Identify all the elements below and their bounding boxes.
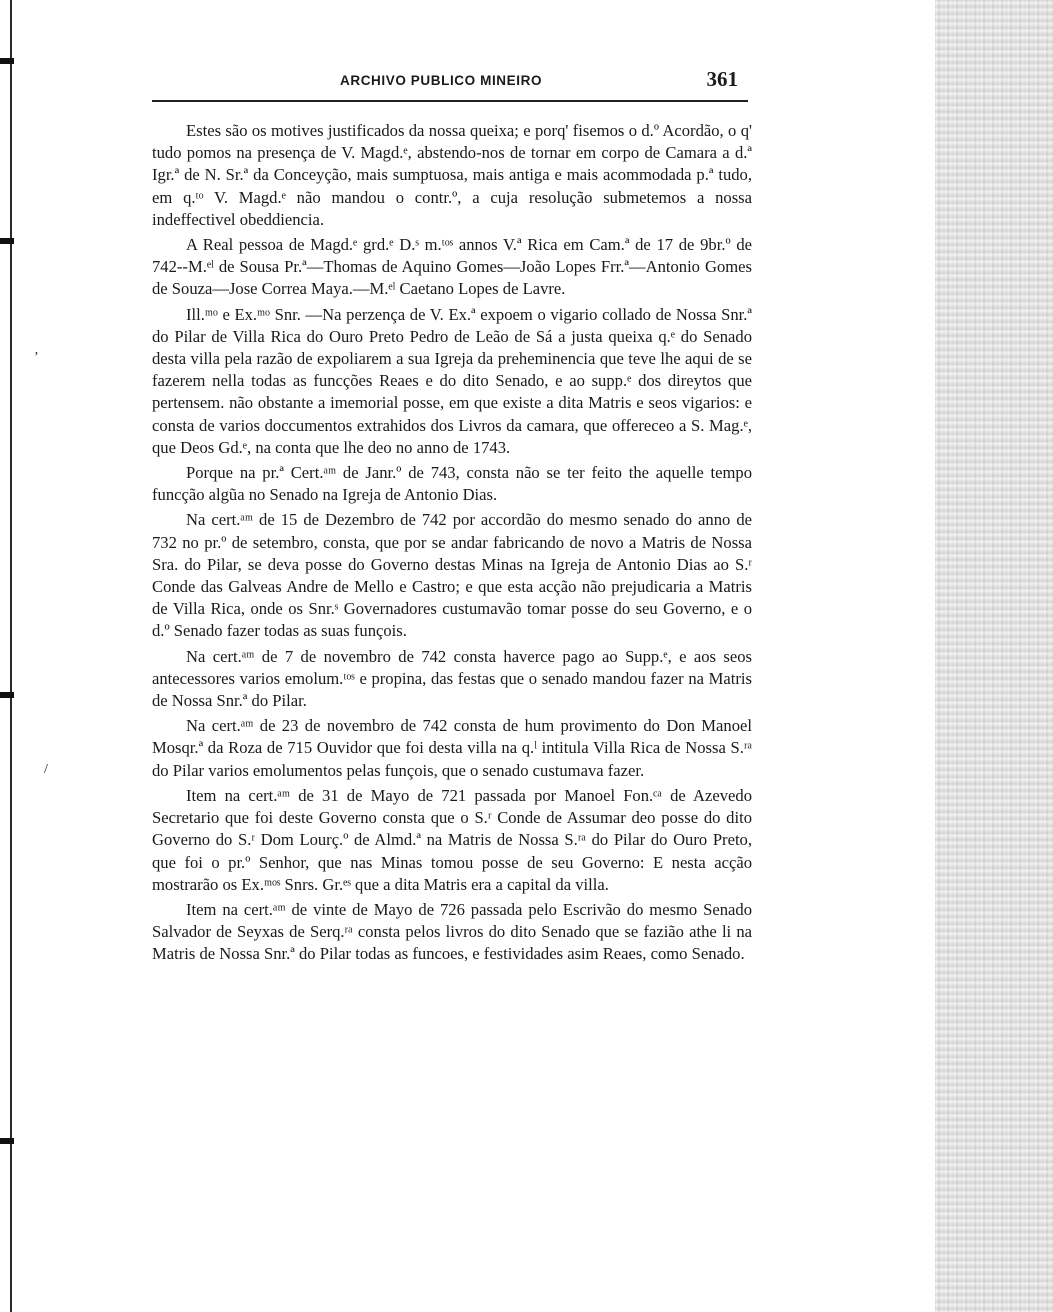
paragraph: Porque na pr.ª Cert.ᵃᵐ de Janr.º de 743, consta não se ter feito the aquelle tempo funcção algũa no Senado na Igreja de Antonio Dias. [152, 463, 752, 505]
page-number: 361 [706, 67, 738, 91]
paragraph: Na cert.ᵃᵐ de 15 de Dezembro de 742 por accordão do mesmo senado do anno de 732 no pr.º de setembro, consta, que por se andar fabricando de novo a Matris de Nossa Sra. do Pilar, se deva posse do Governo destas Minas na Igreja de Antonio Dias ao S.ʳ Conde das Galveas Andre de Mello e Castro; e que esta acção não prejudicaria a Matris de Villa Rica, onde os Snr.ˢ Governadores custumavão tomar posse do seu Governo, e o d.º Senado fazer todas as suas funçois. [152, 510, 752, 641]
stray-mark: ʼ [34, 350, 39, 365]
paragraph: Na cert.ᵃᵐ de 7 de novembro de 742 consta haverce pago ao Supp.ᵉ, e aos seos antecessores varios emolum.ᵗᵒˢ e propina, das festas que o senado mandou fazer na Matris de Nossa Snr.ª do Pilar. [152, 646, 752, 711]
running-header [152, 64, 748, 102]
body-text [152, 120, 752, 966]
edge-mark [0, 58, 14, 64]
paragraph: Estes são os motives justificados da nossa queixa; e porq' fisemos o d.º Acordão, o q' tudo pomos na presença de V. Magd.ᵉ, abstendo-nos de tornar em corpo de Camara a d.ª Igr.ª de N. Sr.ª da Conceyção, mais sumptuosa, mais antiga e mais acommodada p.ª tudo, em q.ᵗᵒ V. Magd.ᵉ não mandou o contr.º, a cuja resolução submetemos a nossa indeffectivel obeddiencia. [152, 121, 752, 229]
header-title: ARCHIVO PUBLICO MINEIRO [340, 73, 543, 88]
paragraph: Item na cert.ᵃᵐ de 31 de Mayo de 721 passada por Manoel Fon.ᶜᵃ de Azevedo Secretario que foi deste Governo consta que o S.ʳ Conde de Assumar deo posse do dito Governo do S.ʳ Dom Lourç.º de Almd.ª na Matris de Nossa S.ʳᵃ do Pilar do Ouro Preto, que foi o pr.º Senhor, que nas Minas tomou posse de seu Governo: E nesta acção mostrarão os Ex.ᵐᵒˢ Snrs. Gr.ᵉˢ que a dita Matris era a capital da villa. [152, 785, 752, 894]
stray-mark: / [44, 762, 48, 777]
paragraph: Ill.ᵐᵒ e Ex.ᵐᵒ Snr. —Na perzença de V. Ex.ª expoem o vigario collado de Nossa Snr.ª do Pilar de Villa Rica do Ouro Preto Pedro de Leão de Sá a justa queixa q.ᵉ do Senado desta villa pela razão de expoliarem a sua Igreja da preheminencia que teve lhe aqui de se fazerem nella todas as funcções Reaes e do dito Senado, e ao supp.ᵉ dos direytos que pertensem. não obstante a imemorial posse, em que existe a dita Matris e seos vigarios: e consta de varios doccumentos extrahidos dos Livros da camara, que offereceo a S. Mag.ᵉ, que Deos Gd.ᵉ, na conta que lhe deo no anno de 1743. [152, 304, 752, 457]
page-edge-left [0, 0, 12, 1312]
paragraph: Na cert.ᵃᵐ de 23 de novembro de 742 consta de hum provimento do Don Manoel Mosqr.ª da Roza de 715 Ouvidor que foi desta villa na q.ˡ intitula Villa Rica de Nossa S.ʳᵃ do Pilar varios emolumentos pelas funçois, que o senado custumava fazer. [152, 716, 752, 780]
paragraph: Item na cert.ᵃᵐ de vinte de Mayo de 726 passada pelo Escrivão do mesmo Senado Salvador de Seyxas de Serq.ʳᵃ consta pelos livros do dito Senado que se fazião athe li na Matris de Nossa Snr.ª do Pilar todas as funcoes, e festividades asim Reaes, como Senado. [152, 899, 752, 964]
page-edge-right [935, 0, 1053, 1312]
edge-mark [0, 1138, 14, 1144]
edge-mark [0, 692, 14, 698]
edge-mark [0, 238, 14, 244]
paragraph: A Real pessoa de Magd.ᵉ grd.ᵉ D.ˢ m.ᵗᵒˢ annos V.ª Rica em Cam.ª de 17 de 9br.º de 742--M.ᵉˡ de Sousa Pr.ª—Thomas de Aquino Gomes—João Lopes Frr.ª—Antonio Gomes de Souza—Jose Correa Maya.—M.ᵉˡ Caetano Lopes de Lavre. [152, 235, 752, 299]
